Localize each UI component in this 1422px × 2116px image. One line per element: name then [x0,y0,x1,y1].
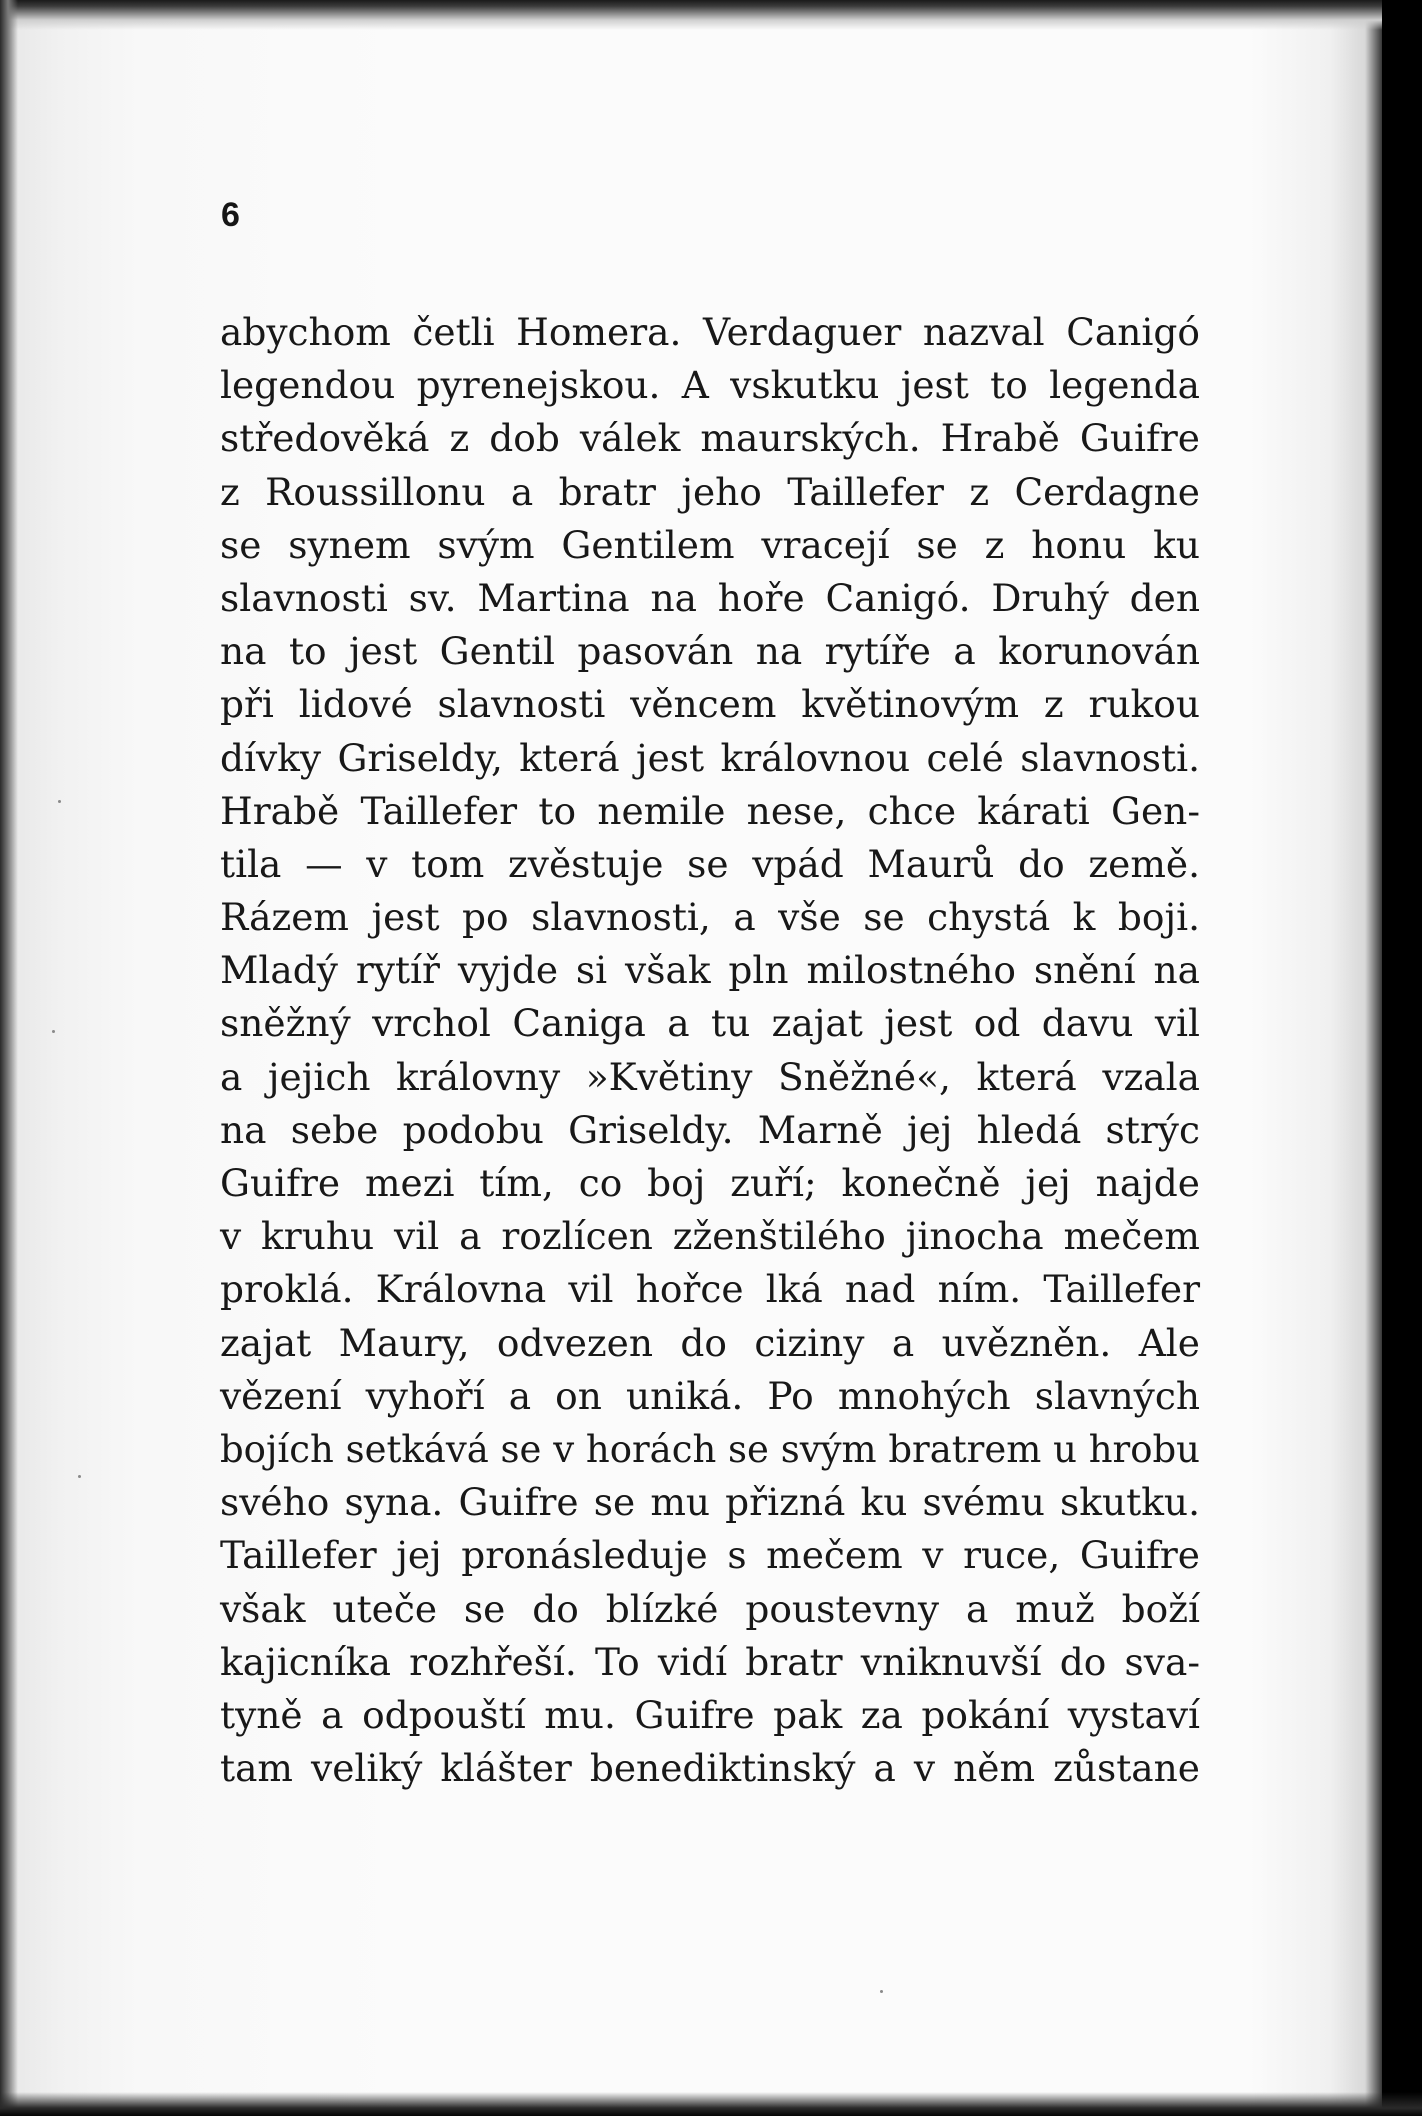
text-line: legendou pyrenejskou. A vskutku jest to legenda [220,363,1200,408]
scan-speck [880,1990,883,1993]
text-line: zajat Maury, odvezen do ciziny a uvězněn. Ale [220,1320,1200,1365]
text-line: na to jest Gentil pasován na rytíře a korunován [220,629,1200,674]
scan-speck [78,1475,81,1478]
text-line: Rázem jest po slavnosti, a vše se chystá k boji. [220,895,1200,940]
text-line: a jejich královny »Květiny Sněžné«, která vzala [220,1054,1200,1099]
text-line: kajicníka rozhřeší. To vidí bratr vniknuvší do sva- [220,1639,1200,1684]
text-line: Hrabě Taillefer to nemile nese, chce kárati Gen- [220,788,1200,833]
text-line: proklá. Královna vil hořce lká nad ním. Taillefer [220,1267,1200,1312]
scan-speck [58,800,61,803]
text-line: tam veliký klášter benediktinský a v něm zůstane [220,1746,1200,1791]
scan-edge-top [0,0,1422,30]
text-line: v kruhu vil a rozlícen zženštilého jinocha mečem [220,1214,1200,1259]
text-line: Taillefer jej pronásleduje s mečem v ruce, Guifre [220,1533,1200,1578]
text-line: na sebe podobu Griseldy. Marně jej hledá strýc [220,1107,1200,1152]
text-line: při lidové slavnosti věncem květinovým z rukou [220,682,1200,727]
scan-edge-left [0,0,18,2116]
text-line: abychom četli Homera. Verdaguer nazval Canigó [220,310,1200,354]
text-line: vězení vyhoří a on uniká. Po mnohých slavných [220,1373,1200,1418]
page-number: 6 [221,196,240,234]
text-line: Guifre mezi tím, co boj zuří; konečně jej najde [220,1161,1200,1205]
text-line: se synem svým Gentilem vracejí se z honu ku [220,522,1200,567]
text-line: dívky Griseldy, která jest královnou celé slavnosti. [220,735,1200,780]
scan-edge-right [1382,0,1422,2116]
text-line: z Roussillonu a bratr jeho Taillefer z Cerdagne [220,469,1200,514]
body-text [220,306,1200,1795]
scan-speck [52,1030,55,1033]
text-line: tila — v tom zvěstuje se vpád Maurů do země. [220,841,1200,886]
text-line: tyně a odpouští mu. Guifre pak za pokání vystaví [220,1692,1200,1737]
text-line: však uteče se do blízké poustevny a muž boží [220,1586,1200,1631]
text-line: bojích setkává se v horách se svým bratrem u hrobu [220,1427,1200,1471]
scan-edge-bottom [0,2092,1422,2116]
text-line: středověká z dob válek maurských. Hrabě Guifre [220,416,1200,461]
text-line: Mladý rytíř vyjde si však pln milostného snění na [220,948,1200,993]
text-line: svého syna. Guifre se mu přizná ku svému skutku. [220,1480,1200,1525]
text-line: slavnosti sv. Martina na hoře Canigó. Druhý den [220,575,1200,620]
text-line: sněžný vrchol Caniga a tu zajat jest od davu vil [220,1001,1200,1046]
